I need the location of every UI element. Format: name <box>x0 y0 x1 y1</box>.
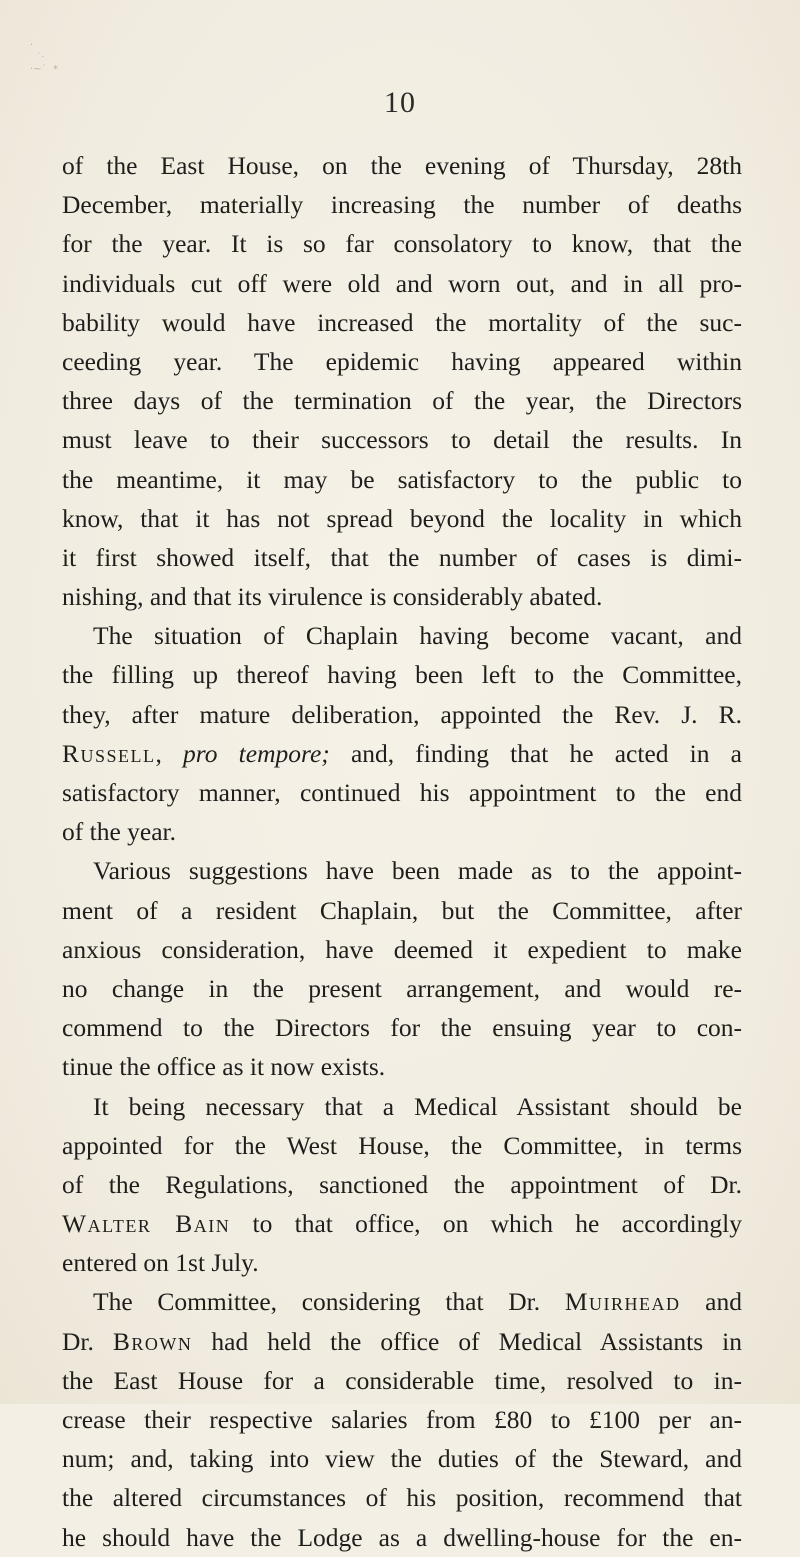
text-line: num; and, taking into view the duties of the Steward, and <box>62 1444 742 1474</box>
text-line: of the Regulations, sanctioned the appointment of Dr. <box>62 1169 742 1199</box>
text-line: Russell, pro tempore; and, finding that he acted in a <box>62 738 742 768</box>
text-line: appointed for the West House, the Committee, in terms <box>62 1130 742 1160</box>
text-line: it first showed itself, that the number of cases is dimi- <box>62 542 742 572</box>
text-line: Walter Bain to that office, on which he accordingly <box>62 1209 742 1239</box>
text-line: he should have the Lodge as a dwelling-house for the en- <box>62 1522 742 1552</box>
text-line: the altered circumstances of his position, recommend that <box>62 1483 742 1513</box>
text-line: It being necessary that a Medical Assistant should be <box>93 1091 742 1121</box>
text-line: three days of the termination of the year, the Directors <box>62 386 742 416</box>
text-line: the East House for a considerable time, resolved to in- <box>62 1365 742 1395</box>
text-line: of the year. <box>62 817 176 847</box>
text-line: December, materially increasing the number of deaths <box>62 190 742 220</box>
page-number: 10 <box>384 86 416 119</box>
text-line: of the East House, on the evening of Thursday, 28th <box>62 151 742 180</box>
text-line: entered on 1st July. <box>62 1248 259 1278</box>
text-line: ceeding year. The epidemic having appeared within <box>62 346 742 376</box>
text-line: for the year. It is so far consolatory to know, that the <box>62 229 742 259</box>
body-text <box>62 146 742 1557</box>
text-line: The situation of Chaplain having become vacant, and <box>93 621 742 651</box>
text-line: the meantime, it may be satisfactory to the public to <box>62 464 742 494</box>
text-line: commend to the Directors for the ensuing year to con- <box>62 1013 742 1043</box>
text-line: no change in the present arrangement, and would re- <box>62 973 742 1003</box>
text-line: they, after mature deliberation, appointed the Rev. J. R. <box>62 699 742 729</box>
text-line: The Committee, considering that Dr. Muirhead and <box>93 1287 742 1317</box>
text-line: Various suggestions have been made as to the appoint- <box>93 856 742 886</box>
text-line: Dr. Brown had held the office of Medical Assistants in <box>62 1326 742 1356</box>
text-line: must leave to their successors to detail the results. In <box>62 425 742 455</box>
text-line: bability would have increased the mortality of the suc- <box>62 307 742 337</box>
text-line: anxious consideration, have deemed it expedient to make <box>62 934 742 964</box>
text-line: crease their respective salaries from £80 to £100 per an- <box>62 1405 742 1434</box>
text-line: ment of a resident Chaplain, but the Committee, after <box>62 895 742 925</box>
text-line: tinue the office as it now exists. <box>62 1052 386 1082</box>
ink-smudge: · ˙· ·~˙ * <box>30 40 58 75</box>
text-line: the filling up thereof having been left to the Committee, <box>62 660 742 690</box>
text-line: know, that it has not spread beyond the locality in which <box>62 503 742 533</box>
text-line: satisfactory manner, continued his appointment to the end <box>62 778 742 807</box>
text-line: individuals cut off were old and worn out, and in all pro- <box>62 268 742 298</box>
text-line: nishing, and that its virulence is considerably abated. <box>62 582 603 612</box>
